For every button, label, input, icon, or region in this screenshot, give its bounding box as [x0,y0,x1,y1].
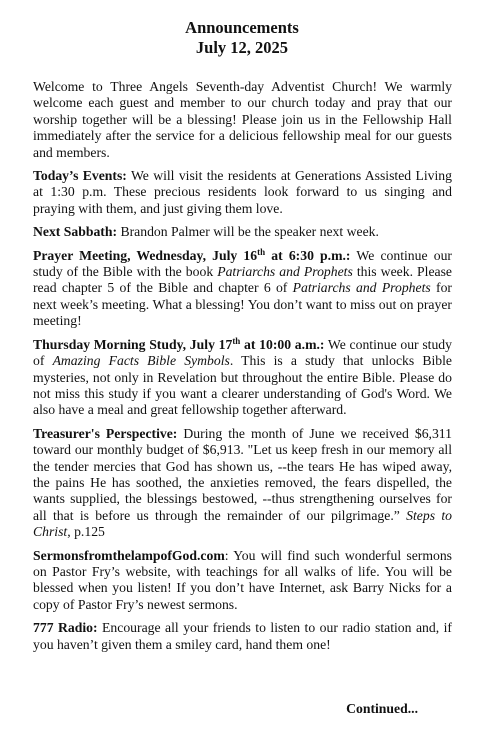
todays-events-paragraph [33,168,452,217]
radio-text: Encourage all your friends to listen to our radio station and, if you haven’t given them a smiley card, hand them one! [33,620,452,652]
welcome-paragraph: Welcome to Three Angels Seventh-day Adventist Church! We warmly welcome each guest and member to our church today and pray that our worship together will be a blessing! Please join us in the Fellowship Hall immediately after the service for a delicious fellowship meal for our guests and members. [33,79,452,160]
announcements-body [33,79,452,660]
treasurer-text: During the month of June we received $6,311 toward our monthly budget of $6,913. "Let us keep fresh in our memory all the tender mercies that God has shown us, --the tears He has wiped away, the pains He has soothed, the anxieties removed, the fears dispelled, the wants supplied, the blessings bestowed, --thus strengthening ourselves for all that is before us through the remainder of our pilgrimage.” [33,425,452,523]
prayer-meeting-text-2: this week. Please read chapter 5 of the Bible and chapter 6 of [33,264,453,296]
continued-label: Continued... [346,701,418,716]
header [0,0,484,58]
radio-heading: 777 Radio: [33,620,98,636]
prayer-meeting-heading [33,248,350,263]
prayer-meeting-book-2: Patriarchs and Prophets [292,280,431,296]
page-date: July 12, 2025 [195,38,289,57]
prayer-meeting-heading-time: at 6:30 p.m.: [265,247,351,263]
page-title: Announcements [185,18,299,37]
prayer-meeting-text-3: for next week’s meeting. What a blessing! You don’t want to miss out on prayer meeting! [33,280,452,329]
sermons-paragraph [33,548,452,614]
next-sabbath-heading: Next Sabbath: [33,224,118,240]
next-sabbath-text: Brandon Palmer will be the speaker next week. [120,224,379,240]
sermons-website-link: SermonsfromthelampofGod.com [33,547,225,563]
thursday-study-heading-date: Thursday Morning Study, July 17 [33,336,233,352]
treasurer-paragraph [33,426,452,541]
thursday-study-heading-time: at 10:00 a.m.: [240,336,325,352]
treasurer-heading: Treasurer's Perspective: [33,425,178,441]
sermons-text: : You will find such wonderful sermons on Pastor Fry’s website, with teachings for all walks of life. You will be blessed when you listen! If you don’t have Internet, ask Barry Nicks for a copy of Pastor Fry’s newest sermons. [33,547,452,612]
prayer-meeting-heading-sup: th [257,246,266,257]
treasurer-source: Steps to Christ [33,507,452,540]
thursday-study-paragraph [33,337,452,419]
prayer-meeting-book-1: Patriarchs and Prophets [217,264,353,280]
prayer-meeting-paragraph [33,248,452,330]
prayer-meeting-text-1: We continue our study of the Bible with the book [33,247,452,280]
todays-events-heading: Today’s Events: [33,168,127,184]
thursday-study-heading-sup: th [232,335,241,346]
treasurer-page: , p.125 [67,524,105,540]
todays-events-text: We will visit the residents at Generations Assisted Living at 1:30 p.m. These precious residents look forward to us singing and praying with them, and just giving them love. [33,168,452,216]
thursday-study-book: Amazing Facts Bible Symbols [52,353,230,369]
prayer-meeting-heading-date: Prayer Meeting, Wednesday, July 16 [33,247,258,263]
thursday-study-text-1: We continue our study of [33,336,452,369]
next-sabbath-paragraph [33,224,452,240]
thursday-study-text-2: . This is a study that unlocks Bible mysteries, not only in Revelation but throughout the entire Bible. Please do not miss this study if you want a clearer understanding of God's Word. We also have a meal and great fellowship together afterward. [33,353,452,418]
thursday-study-heading [33,337,324,352]
radio-paragraph [33,620,452,653]
